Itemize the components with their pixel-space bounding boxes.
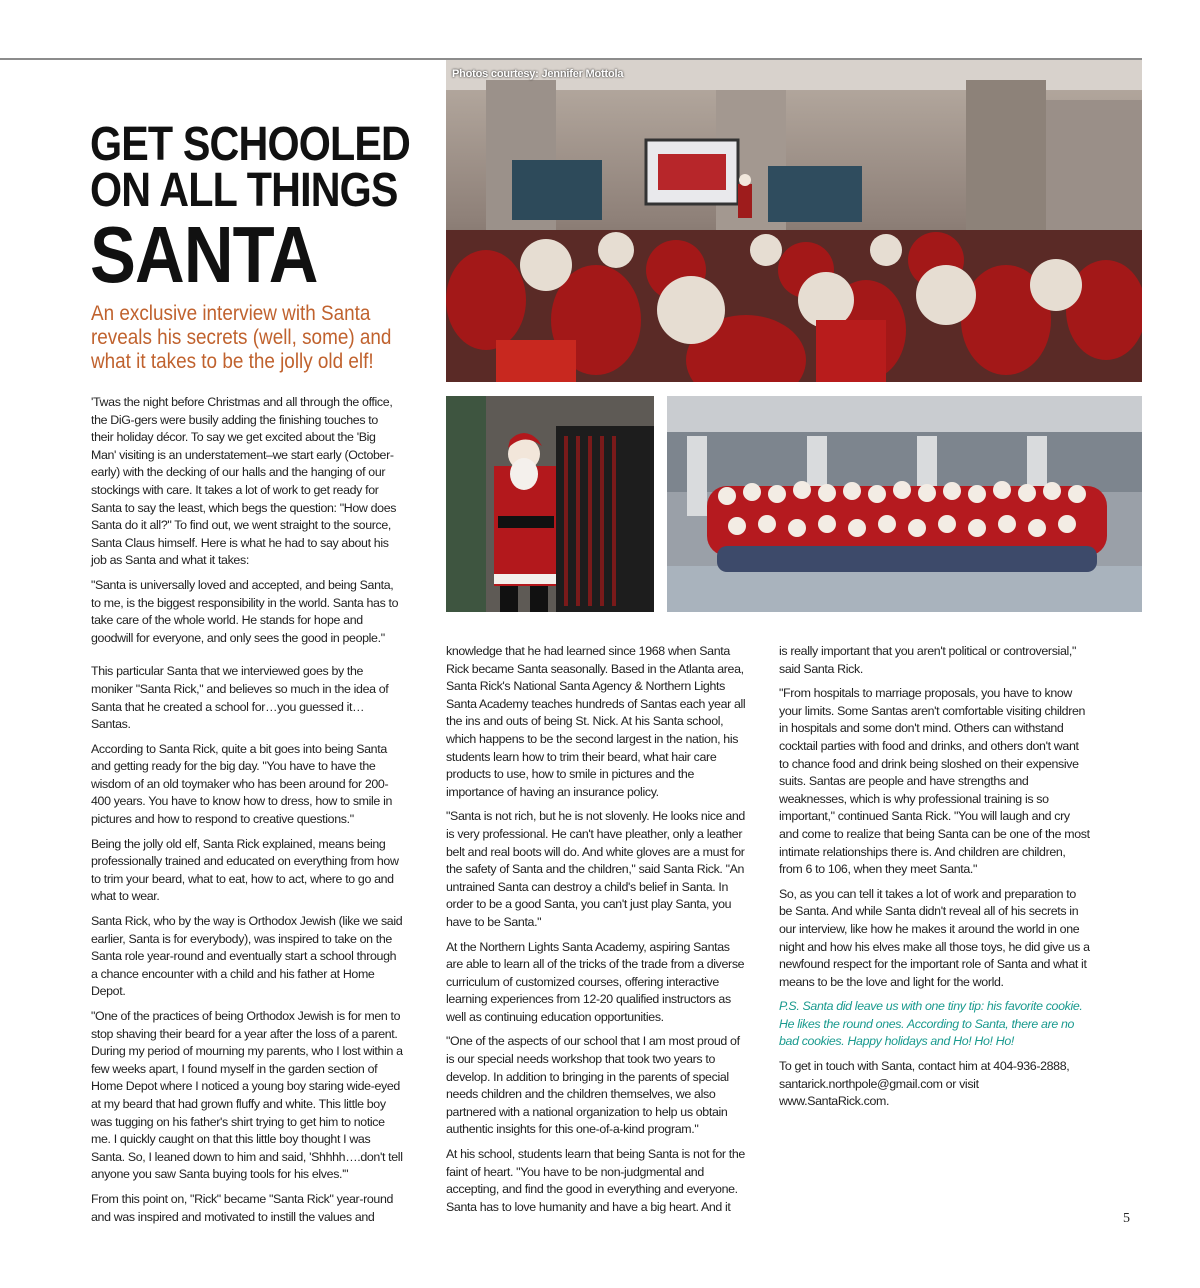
paragraph: This particular Santa that we interviewed goes by the moniker "Santa Rick," and believes so much in the idea of Santa that he created a school for…you guessed it…Santas. (91, 664, 389, 732)
title-line-3: SANTA (90, 210, 318, 299)
ps-note: P.S. Santa did leave us with one tiny tip: his favorite cookie. He likes the round ones. According to Santa, there are no bad cookies. Happy holidays and Ho! Ho! Ho! (779, 999, 1083, 1049)
paragraph: "One of the practices of being Orthodox Jewish is for men to stop shaving their beard for a year after the loss of a parent. During my period of mourning my parents, who I lost within a few weeks apart, I found myself in the garden section of Home Depot where I noticed a young boy staring wide-eyed at my beard that had grown fluffy and white. This little boy was tugging on his father's shirt trying to get him to notice me. I quickly caught on that this little boy thought I was Santa. So, I leaned down to him and said, 'Shhhh….don't tell anyone you saw Santa buying tools for his elves.'" (91, 1009, 403, 1182)
paragraph: 'Twas the night before Christmas and all through the office, the DiG-gers were busily adding the finishing touches to their holiday décor. To say we get excited about the 'Big Man' visiting is an understatement–we start early (October-early) with the decking of our halls and the hanging of our stockings with care. It takes a lot of work to get ready for Santa to say the least, which begs the question: "How does Santa do it all?" To find out, we went straight to the source, Santa Claus himself. Here is what he had to say about his job as Santa and what it takes: (91, 395, 397, 568)
paragraph: "One of the aspects of our school that I am most proud of is our special needs workshop that took two years to develop. In addition to bringing in the parents of special needs children and the children themselves, we also partnered with a national organization to help us obtain authentic insights for this one-of-a-kind program." (446, 1034, 740, 1137)
subtitle-line-3: what it takes to be the jolly old elf! (91, 350, 374, 373)
paragraph: At his school, students learn that being Santa is not for the faint of heart. "You have to be non-judgmental and accepting, and find the good in everything and everyone. Santa has to love humanity and have a big heart. And it (446, 1147, 745, 1214)
subtitle-line-2: reveals his secrets (well, some) and (91, 326, 392, 349)
contact-paragraph: To get in touch with Santa, contact him at 404-936-2888, santarick.northpole@gmail.com or visit www.SantaRick.com. (779, 1059, 1070, 1109)
paragraph: Being the jolly old elf, Santa Rick explained, means being professionally trained and educated on everything from how to trim your beard, what to eat, how to act, where to go and what to wear. (91, 836, 399, 904)
santa-belts-illustration (446, 396, 654, 612)
paragraph: "Santa is not rich, but he is not slovenly. He looks nice and is very professional. He can't have pleather, only a leather belt and real boots will do. And white gloves are a must for the safety of Santa and the children," said Santa Rick. "An untrained Santa can destroy a child's belief in Santa. In order to be a good Santa, you can't just play Santa, you have to be Santa." (446, 809, 745, 929)
classroom-illustration (446, 60, 1142, 382)
paragraph: According to Santa Rick, quite a bit goes into being Santa and getting ready for the big day. "You have to have the wisdom of an old toymaker who has been around for 200-400 years. You have to know how to dress, how to smile in pictures and how to respond to creative questions." (91, 741, 393, 827)
article-title (90, 118, 430, 299)
paragraph: "From hospitals to marriage proposals, you have to know your limits. Some Santas aren't comfortable visiting children in hospitals and some don't mind. Others can withstand cocktail parties with food and drinks, and others don't want to chance food and drink being sloshed on their expensive suits. Santas are people and have strengths and weaknesses, which is why professional training is so important," continued Santa Rick. "You will laugh and cry and come to realize that being Santa can be one of the most intimate relationships there is. And children are children, from 6 to 106, when they meet Santa." (779, 686, 1090, 877)
paragraph: Santa Rick, who by the way is Orthodox Jewish (like we said earlier, Santa is for everybody), was inspired to take on the Santa role year-round and eventually start a school through a chance encounter with a child and his father at Home Depot. (91, 914, 403, 999)
photo-classroom (446, 60, 1142, 382)
title-line-1: GET SCHOOLED (90, 118, 410, 171)
photo-credit: Photos courtesy: Jennifer Mottola (452, 68, 624, 80)
paragraph: At the Northern Lights Santa Academy, aspiring Santas are able to learn all of the tricks of the trade from a diverse curriculum of customized courses, offering interactive learning experiences from 12-20 qualified instructors as well as continuing education opportunities. (446, 939, 745, 1024)
paragraph: So, as you can tell it takes a lot of work and preparation to be Santa. And while Santa didn't reveal all of his secrets in our interview, like how he makes it around the world in one night and how his elves make all those toys, he did give us a newfound respect for the important role of Santa and what it means to be the love and light for the world. (779, 886, 1090, 989)
text-column-1 (91, 394, 403, 1233)
subtitle-line-1: An exclusive interview with Santa (91, 302, 371, 325)
photo-santa-belts (446, 396, 654, 612)
group-illustration (667, 396, 1142, 612)
paragraph: is really important that you aren't political or controversial," said Santa Rick. (779, 644, 1077, 676)
text-column-3 (779, 643, 1091, 1118)
photo-group (667, 396, 1142, 612)
paragraph: From this point on, "Rick" became "Santa Rick" year-round and was inspired and motivated to instill the values and (91, 1191, 394, 1224)
paragraph: knowledge that he had learned since 1968 when Santa Rick became Santa seasonally. Based in the Atlanta area, Santa Rick's National Santa Agency & Northern Lights Santa Academy teaches hundreds of Santas each year all the ins and outs of being St. Nick. At his Santa school, which happens to be the second largest in the nation, his students learn how to trim their beard, what hair care products to use, how to smile in pictures and the importance of having an insurance policy. (446, 644, 746, 799)
text-column-2 (446, 643, 746, 1223)
article-subtitle (91, 302, 411, 374)
page-number: 5 (1123, 1211, 1130, 1226)
paragraph: "Santa is universally loved and accepted, and being Santa, to me, is the biggest responsibility in the world. Santa has to take care of the whole world. He stands for hope and goodwill for everyone, and only sees the good in people." (91, 577, 399, 645)
title-line-2: ON ALL THINGS (90, 164, 398, 217)
